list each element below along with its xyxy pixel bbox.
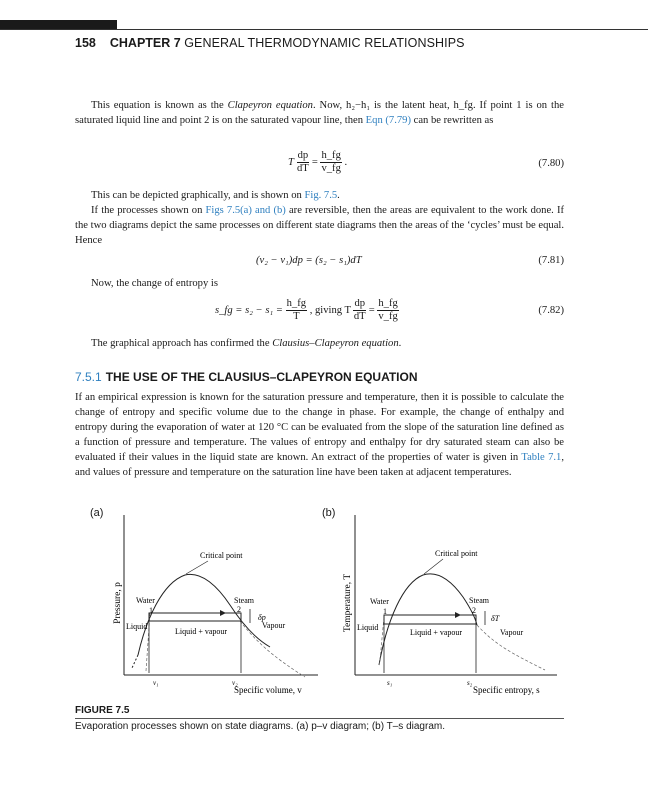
numerator: dp — [297, 150, 309, 161]
figure-caption-text: Evaporation processes shown on state diagrams. (a) p–v diagram; (b) T–s diagram. — [75, 721, 445, 732]
vapour-label: Vapour — [262, 621, 286, 630]
section-title: THE USE OF THE CLAUSIUS–CLAPEYRON EQUATION — [105, 370, 418, 384]
fraction — [286, 298, 307, 323]
paragraph-clapeyron — [75, 98, 564, 128]
steam-label: Steam — [234, 596, 254, 605]
numerator: h_fg — [321, 150, 341, 161]
text-span: If the processes shown on — [91, 205, 206, 216]
equation-number-7-82: (7.82) — [538, 305, 564, 316]
y-axis-label: Pressure, p — [113, 582, 123, 624]
caption-rule — [75, 718, 564, 719]
fraction — [297, 150, 310, 175]
eq-lhs: s_fg = s₂ − s₁ = — [215, 304, 283, 316]
evaporation-band — [149, 613, 241, 621]
delta-label: δp — [258, 613, 266, 622]
equation-7-81: (v₂ − v₁)dp = (s₂ − s₁)dT — [256, 255, 362, 266]
isotherm-left — [379, 618, 384, 665]
evaporation-band — [384, 615, 476, 624]
paragraph-confirmed — [75, 336, 564, 351]
equation-7-82 — [215, 298, 399, 323]
paragraph-entropy: Now, the change of entropy is — [91, 278, 218, 289]
paragraph-empirical — [75, 390, 564, 480]
delta-label: δT — [491, 614, 500, 623]
point-2-label: 2 — [237, 605, 241, 614]
chapter-title: GENERAL THERMODYNAMIC RELATIONSHIPS — [184, 36, 465, 50]
pv-diagram — [100, 505, 320, 705]
denominator: v_fg — [321, 163, 341, 174]
text-span: This can be depicted graphically, and is shown on — [91, 190, 305, 201]
fraction — [377, 298, 398, 323]
section-number: 7.5.1 — [75, 370, 102, 384]
text-span: are reversible, then the areas are equivalent to the work done. If the two diagrams depict the same processes on different state diagrams then the areas of the ‘cycles’ must be equal. Hence — [75, 205, 565, 246]
tick-v2: v₂ — [232, 679, 238, 687]
eq-symbol: T — [288, 156, 294, 168]
emphasis-clausius: Clausius–Clapeyron equation — [272, 338, 399, 349]
figure-link-7-5[interactable]: Fig. 7.5 — [304, 190, 338, 201]
liquid-vapour-label: Liquid + vapour — [410, 628, 463, 637]
critical-point-label: Critical point — [435, 549, 478, 558]
critical-point-label: Critical point — [200, 551, 243, 560]
equals: = — [311, 156, 318, 168]
numerator: h_fg — [286, 298, 307, 309]
eq-tail: . — [344, 156, 348, 168]
section-heading — [75, 370, 418, 384]
text-span: . — [337, 190, 340, 201]
eq-mid: , giving T — [309, 304, 351, 316]
paragraph-reversible — [75, 203, 564, 248]
critical-point-pointer — [424, 559, 443, 574]
point-1-label: 1 — [383, 607, 387, 616]
critical-point-pointer — [186, 561, 208, 574]
text-span: can be rewritten as — [410, 115, 494, 126]
liquid-label: Liquid — [126, 622, 148, 631]
text-span: , and values of pressure and temperature on the saturation line have been taken at adjacent temperatures. — [75, 452, 564, 478]
denominator: dT — [353, 311, 366, 322]
equals: = — [368, 304, 375, 316]
chapter-label: CHAPTER 7 — [109, 36, 181, 50]
header-rule — [0, 29, 648, 30]
liquid-label: Liquid — [357, 623, 379, 632]
panel-a-label: (a) — [90, 507, 104, 519]
vapour-label: Vapour — [500, 628, 524, 637]
tick-s2: s₂ — [467, 679, 473, 687]
panel-b-label: (b) — [322, 507, 336, 519]
liquid-vapour-label: Liquid + vapour — [175, 627, 228, 636]
figure-link-7-5ab[interactable]: Figs 7.5(a) and (b) — [205, 205, 286, 216]
equation-7-80 — [288, 150, 347, 175]
saturation-dome — [379, 574, 477, 665]
tick-s1: s₁ — [387, 679, 393, 687]
eqn-link-7-79[interactable]: Eqn (7.79) — [365, 115, 411, 126]
text-span: . — [398, 338, 402, 349]
fraction — [353, 298, 366, 323]
text-span: . Now, h₂−h₁ is the latent heat, h_fg. If point 1 is on the saturated liquid line and point 2 is on the saturated vapour line, then — [75, 100, 564, 126]
x-axis-label: Specific volume, v — [234, 685, 302, 695]
denominator: v_fg — [378, 311, 398, 322]
equation-number-7-80: (7.80) — [538, 158, 564, 169]
page-number: 158 — [75, 36, 96, 50]
denominator: dT — [296, 163, 309, 174]
equation-number-7-81: (7.81) — [538, 255, 564, 266]
saturation-dome-lower — [132, 655, 138, 668]
text-span: If an empirical expression is known for the saturation pressure and temperature, then it is possible to calculate the change of entropy and specific volume due to the change in phase. For example, the change of enthalpy and entropy during the evaporation of water at 120 °C can be evaluated from the slope of the saturation line defined as a function of pressure and temperature. The values of entropy and enthalpy for dry saturated steam can also be evaluated if their values in the liquid state are known. An extract of the properties of water is given in — [75, 392, 564, 463]
y-axis-label: Temperature, T — [343, 573, 353, 633]
text-span: The graphical approach has confirmed the — [91, 338, 273, 349]
paragraph-graphical — [75, 188, 564, 203]
water-label: Water — [370, 597, 389, 606]
x-axis-label: Specific entropy, s — [473, 685, 540, 695]
point-2-label: 2 — [472, 606, 476, 615]
table-link-7-1[interactable]: Table 7.1 — [521, 452, 562, 463]
fraction — [320, 150, 341, 175]
steam-label: Steam — [469, 596, 489, 605]
ts-diagram — [335, 505, 560, 705]
numerator: dp — [354, 298, 366, 309]
water-label: Water — [136, 596, 155, 605]
denominator: T — [293, 311, 300, 322]
text-span: This equation is known as the — [91, 100, 228, 111]
emphasis-clapeyron: Clapeyron equation — [227, 100, 313, 111]
figure-caption-label: FIGURE 7.5 — [75, 705, 130, 716]
tick-v1: v₁ — [153, 679, 159, 687]
point-1-label: 1 — [149, 606, 153, 615]
running-header — [75, 36, 465, 50]
numerator: h_fg — [378, 298, 398, 309]
